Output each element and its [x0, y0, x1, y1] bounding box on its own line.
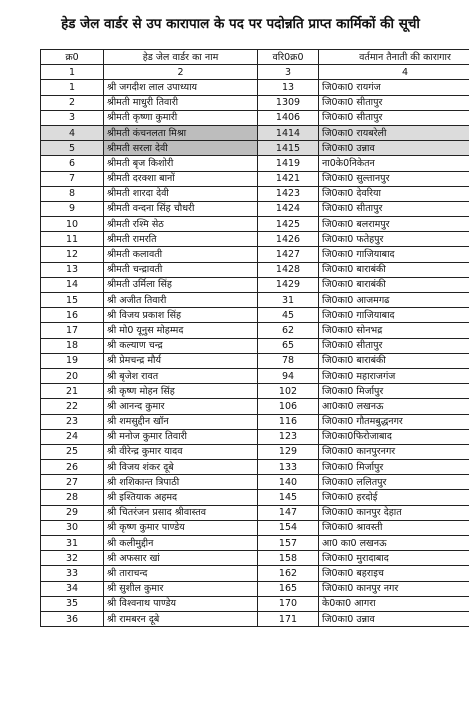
table-row — [41, 414, 469, 429]
serial-number-cell: 27 — [41, 475, 104, 490]
table-row — [41, 384, 469, 399]
name-cell: श्रीमती माधुरी तिवारी — [104, 95, 258, 110]
table-row — [41, 353, 469, 368]
serial-number-cell: 18 — [41, 338, 104, 353]
table-row — [41, 444, 469, 459]
name-cell: श्री चितरंजन प्रसाद श्रीवास्तव — [104, 505, 258, 520]
column-number: 4 — [319, 65, 469, 80]
seniority-cell: 133 — [258, 460, 319, 475]
seniority-cell: 147 — [258, 505, 319, 520]
table-row — [41, 232, 469, 247]
serial-number-cell: 17 — [41, 323, 104, 338]
seniority-cell: 1414 — [258, 125, 319, 140]
posting-cell: जि0का0 श्रावस्ती — [319, 520, 469, 535]
seniority-cell: 170 — [258, 596, 319, 611]
table-row — [41, 338, 469, 353]
posting-cell: जि0का0 कानपुरनगर — [319, 444, 469, 459]
name-cell: श्री विजय प्रकाश सिंह — [104, 308, 258, 323]
posting-cell: जि0का0 बाराबंकी — [319, 353, 469, 368]
posting-cell: जि0का0 सीतापुर — [319, 110, 469, 125]
name-cell: श्री मनोज कुमार तिवारी — [104, 429, 258, 444]
posting-cell: जि0का0 उन्नाव — [319, 611, 469, 626]
table-row — [41, 520, 469, 535]
serial-number-cell: 23 — [41, 414, 104, 429]
seniority-cell: 1429 — [258, 277, 319, 292]
table-body — [41, 80, 469, 627]
seniority-cell: 1406 — [258, 110, 319, 125]
table-row — [41, 141, 469, 156]
posting-cell: जि0का0 गाजियाबाद — [319, 308, 469, 323]
seniority-cell: 154 — [258, 520, 319, 535]
seniority-cell: 1423 — [258, 186, 319, 201]
serial-number-cell: 3 — [41, 110, 104, 125]
name-cell: श्री सुशील कुमार — [104, 581, 258, 596]
table-row — [41, 368, 469, 383]
serial-number-cell: 36 — [41, 611, 104, 626]
table-row — [41, 80, 469, 95]
table-row — [41, 323, 469, 338]
serial-number-cell: 26 — [41, 460, 104, 475]
name-cell: श्री शमसुद्दीन खॉन — [104, 414, 258, 429]
seniority-cell: 13 — [258, 80, 319, 95]
name-cell: श्रीमती बृज किशोरी — [104, 156, 258, 171]
posting-cell: जि0का0 सीतापुर — [319, 338, 469, 353]
table-row — [41, 611, 469, 626]
seniority-cell: 78 — [258, 353, 319, 368]
table-row — [41, 217, 469, 232]
table-row — [41, 308, 469, 323]
name-cell: श्रीमती कलावती — [104, 247, 258, 262]
serial-number-cell: 32 — [41, 551, 104, 566]
serial-number-cell: 25 — [41, 444, 104, 459]
seniority-cell: 165 — [258, 581, 319, 596]
posting-cell: जि0का0 कानपुर नगर — [319, 581, 469, 596]
seniority-cell: 1415 — [258, 141, 319, 156]
posting-cell: ना0के0निकेतन — [319, 156, 469, 171]
posting-cell: जि0का0 मिर्जापुर — [319, 384, 469, 399]
serial-number-cell: 9 — [41, 201, 104, 216]
name-cell: श्री शशिकान्त त्रिपाठी — [104, 475, 258, 490]
header-posting: वर्तमान तैनाती की कारागार — [319, 50, 469, 65]
table-row — [41, 95, 469, 110]
posting-cell: जि0का0 सीतापुर — [319, 201, 469, 216]
serial-number-cell: 19 — [41, 353, 104, 368]
table-row — [41, 596, 469, 611]
seniority-cell: 1424 — [258, 201, 319, 216]
seniority-cell: 1426 — [258, 232, 319, 247]
seniority-cell: 31 — [258, 293, 319, 308]
table-row — [41, 277, 469, 292]
name-cell: श्रीमती कृष्णा कुमारी — [104, 110, 258, 125]
table-row — [41, 460, 469, 475]
name-cell: श्रीमती कंचनलता मिश्रा — [104, 125, 258, 140]
table-row — [41, 201, 469, 216]
name-cell: श्री प्रेमचन्द्र मौर्य — [104, 353, 258, 368]
table-row — [41, 171, 469, 186]
posting-cell: जि0का0 बाराबंकी — [319, 262, 469, 277]
posting-cell: जि0का0 बहराइच — [319, 566, 469, 581]
posting-cell: जि0का0 गौतमबुद्धनगर — [319, 414, 469, 429]
table-row — [41, 581, 469, 596]
name-cell: श्री मो0 यूनुस मोहम्मद — [104, 323, 258, 338]
posting-cell: जि0का0 मिर्जापुर — [319, 460, 469, 475]
header-serial-number: क्र0 — [41, 50, 104, 65]
serial-number-cell: 21 — [41, 384, 104, 399]
posting-cell: जि0का0 हरदोई — [319, 490, 469, 505]
name-cell: श्री रामबरन दूबे — [104, 611, 258, 626]
posting-cell: जि0का0फिरोजाबाद — [319, 429, 469, 444]
name-cell: श्री आनन्द कुमार — [104, 399, 258, 414]
seniority-cell: 116 — [258, 414, 319, 429]
name-cell: श्री कृष्ण मोहन सिंह — [104, 384, 258, 399]
serial-number-cell: 7 — [41, 171, 104, 186]
table-row — [41, 429, 469, 444]
column-number: 1 — [41, 65, 104, 80]
serial-number-cell: 24 — [41, 429, 104, 444]
posting-cell: जि0का0 उन्नाव — [319, 141, 469, 156]
posting-cell: जि0का0 महाराजगंज — [319, 368, 469, 383]
serial-number-cell: 14 — [41, 277, 104, 292]
name-cell: श्री कलीमुद्दीन — [104, 536, 258, 551]
serial-number-cell: 15 — [41, 293, 104, 308]
name-cell: श्री अजीत तिवारी — [104, 293, 258, 308]
table-row — [41, 262, 469, 277]
table-header-row — [41, 50, 469, 65]
table-row — [41, 186, 469, 201]
name-cell: श्री वीरेन्द्र कुमार यादव — [104, 444, 258, 459]
table-row — [41, 399, 469, 414]
seniority-cell: 162 — [258, 566, 319, 581]
seniority-cell: 106 — [258, 399, 319, 414]
serial-number-cell: 35 — [41, 596, 104, 611]
serial-number-cell: 20 — [41, 368, 104, 383]
seniority-cell: 62 — [258, 323, 319, 338]
name-cell: श्री बृजेश रावत — [104, 368, 258, 383]
seniority-cell: 45 — [258, 308, 319, 323]
seniority-cell: 129 — [258, 444, 319, 459]
serial-number-cell: 30 — [41, 520, 104, 535]
seniority-cell: 1419 — [258, 156, 319, 171]
serial-number-cell: 28 — [41, 490, 104, 505]
posting-cell: जि0का0 ललितपुर — [319, 475, 469, 490]
serial-number-cell: 22 — [41, 399, 104, 414]
seniority-cell: 94 — [258, 368, 319, 383]
table-row — [41, 475, 469, 490]
serial-number-cell: 31 — [41, 536, 104, 551]
name-cell: श्रीमती रामरति — [104, 232, 258, 247]
promotion-list-table — [40, 49, 469, 627]
posting-cell: जि0का0 बलरामपुर — [319, 217, 469, 232]
posting-cell: जि0का0 आजमगढ — [319, 293, 469, 308]
serial-number-cell: 12 — [41, 247, 104, 262]
name-cell: श्रीमती रश्मि सेठ — [104, 217, 258, 232]
table-row — [41, 125, 469, 140]
name-cell: श्रीमती सरला देवी — [104, 141, 258, 156]
posting-cell: जि0का0 रायबरेली — [319, 125, 469, 140]
header-name: हेड जेल वार्डर का नाम — [104, 50, 258, 65]
posting-cell: जि0का0 रायगंज — [319, 80, 469, 95]
seniority-cell: 158 — [258, 551, 319, 566]
seniority-cell: 1428 — [258, 262, 319, 277]
serial-number-cell: 1 — [41, 80, 104, 95]
serial-number-cell: 29 — [41, 505, 104, 520]
name-cell: श्रीमती शारदा देवी — [104, 186, 258, 201]
serial-number-cell: 16 — [41, 308, 104, 323]
table-row — [41, 293, 469, 308]
posting-cell: आ0का0 लखनऊ — [319, 399, 469, 414]
serial-number-cell: 11 — [41, 232, 104, 247]
name-cell: श्रीमती दरक्शा बानों — [104, 171, 258, 186]
serial-number-cell: 2 — [41, 95, 104, 110]
table-row — [41, 490, 469, 505]
table-row — [41, 110, 469, 125]
name-cell: श्री कृष्ण कुमार पाण्डेय — [104, 520, 258, 535]
name-cell: श्रीमती चन्द्रावती — [104, 262, 258, 277]
posting-cell: जि0का0 सीतापुर — [319, 95, 469, 110]
posting-cell: आ0 का0 लखनऊ — [319, 536, 469, 551]
table-row — [41, 551, 469, 566]
document-title: हेड जेल वार्डर से उप कारापाल के पद पर पदोन्नति प्राप्त कार्मिकों की सूची — [61, 16, 420, 32]
serial-number-cell: 5 — [41, 141, 104, 156]
name-cell: श्री ताराचन्द — [104, 566, 258, 581]
seniority-cell: 140 — [258, 475, 319, 490]
posting-cell: जि0का0 देवरिया — [319, 186, 469, 201]
posting-cell: जि0का0 गाजियाबाद — [319, 247, 469, 262]
name-cell: श्री विजय शंकर दूबे — [104, 460, 258, 475]
seniority-cell: 1427 — [258, 247, 319, 262]
table-row — [41, 156, 469, 171]
serial-number-cell: 10 — [41, 217, 104, 232]
name-cell: श्री इश्तियाक अहमद — [104, 490, 258, 505]
seniority-cell: 157 — [258, 536, 319, 551]
serial-number-cell: 34 — [41, 581, 104, 596]
posting-cell: जि0का0 सुल्तानपुर — [319, 171, 469, 186]
serial-number-cell: 13 — [41, 262, 104, 277]
name-cell: श्रीमती उर्मिला सिंह — [104, 277, 258, 292]
table-row — [41, 247, 469, 262]
seniority-cell: 65 — [258, 338, 319, 353]
seniority-cell: 171 — [258, 611, 319, 626]
seniority-cell: 102 — [258, 384, 319, 399]
serial-number-cell: 6 — [41, 156, 104, 171]
serial-number-cell: 4 — [41, 125, 104, 140]
posting-cell: जि0का0 फतेहपुर — [319, 232, 469, 247]
table-row — [41, 536, 469, 551]
serial-number-cell: 8 — [41, 186, 104, 201]
header-seniority: वरि0क्र0 — [258, 50, 319, 65]
posting-cell: जि0का0 बाराबंकी — [319, 277, 469, 292]
seniority-cell: 145 — [258, 490, 319, 505]
table-row — [41, 566, 469, 581]
seniority-cell: 123 — [258, 429, 319, 444]
serial-number-cell: 33 — [41, 566, 104, 581]
table-row — [41, 505, 469, 520]
name-cell: श्री अफसार खां — [104, 551, 258, 566]
column-number-row — [41, 65, 469, 80]
posting-cell: जि0का0 मुरादाबाद — [319, 551, 469, 566]
seniority-cell: 1421 — [258, 171, 319, 186]
seniority-cell: 1425 — [258, 217, 319, 232]
column-number: 2 — [104, 65, 258, 80]
posting-cell: जि0का0 कानपुर देहात — [319, 505, 469, 520]
name-cell: श्री विश्वनाथ पाण्डेय — [104, 596, 258, 611]
posting-cell: जि0का0 सोनभद्र — [319, 323, 469, 338]
seniority-cell: 1309 — [258, 95, 319, 110]
column-number: 3 — [258, 65, 319, 80]
name-cell: श्री जगदीश लाल उपाध्याय — [104, 80, 258, 95]
name-cell: श्री कल्याण चन्द्र — [104, 338, 258, 353]
posting-cell: के0का0 आगरा — [319, 596, 469, 611]
name-cell: श्रीमती वन्दना सिंह चौधरी — [104, 201, 258, 216]
